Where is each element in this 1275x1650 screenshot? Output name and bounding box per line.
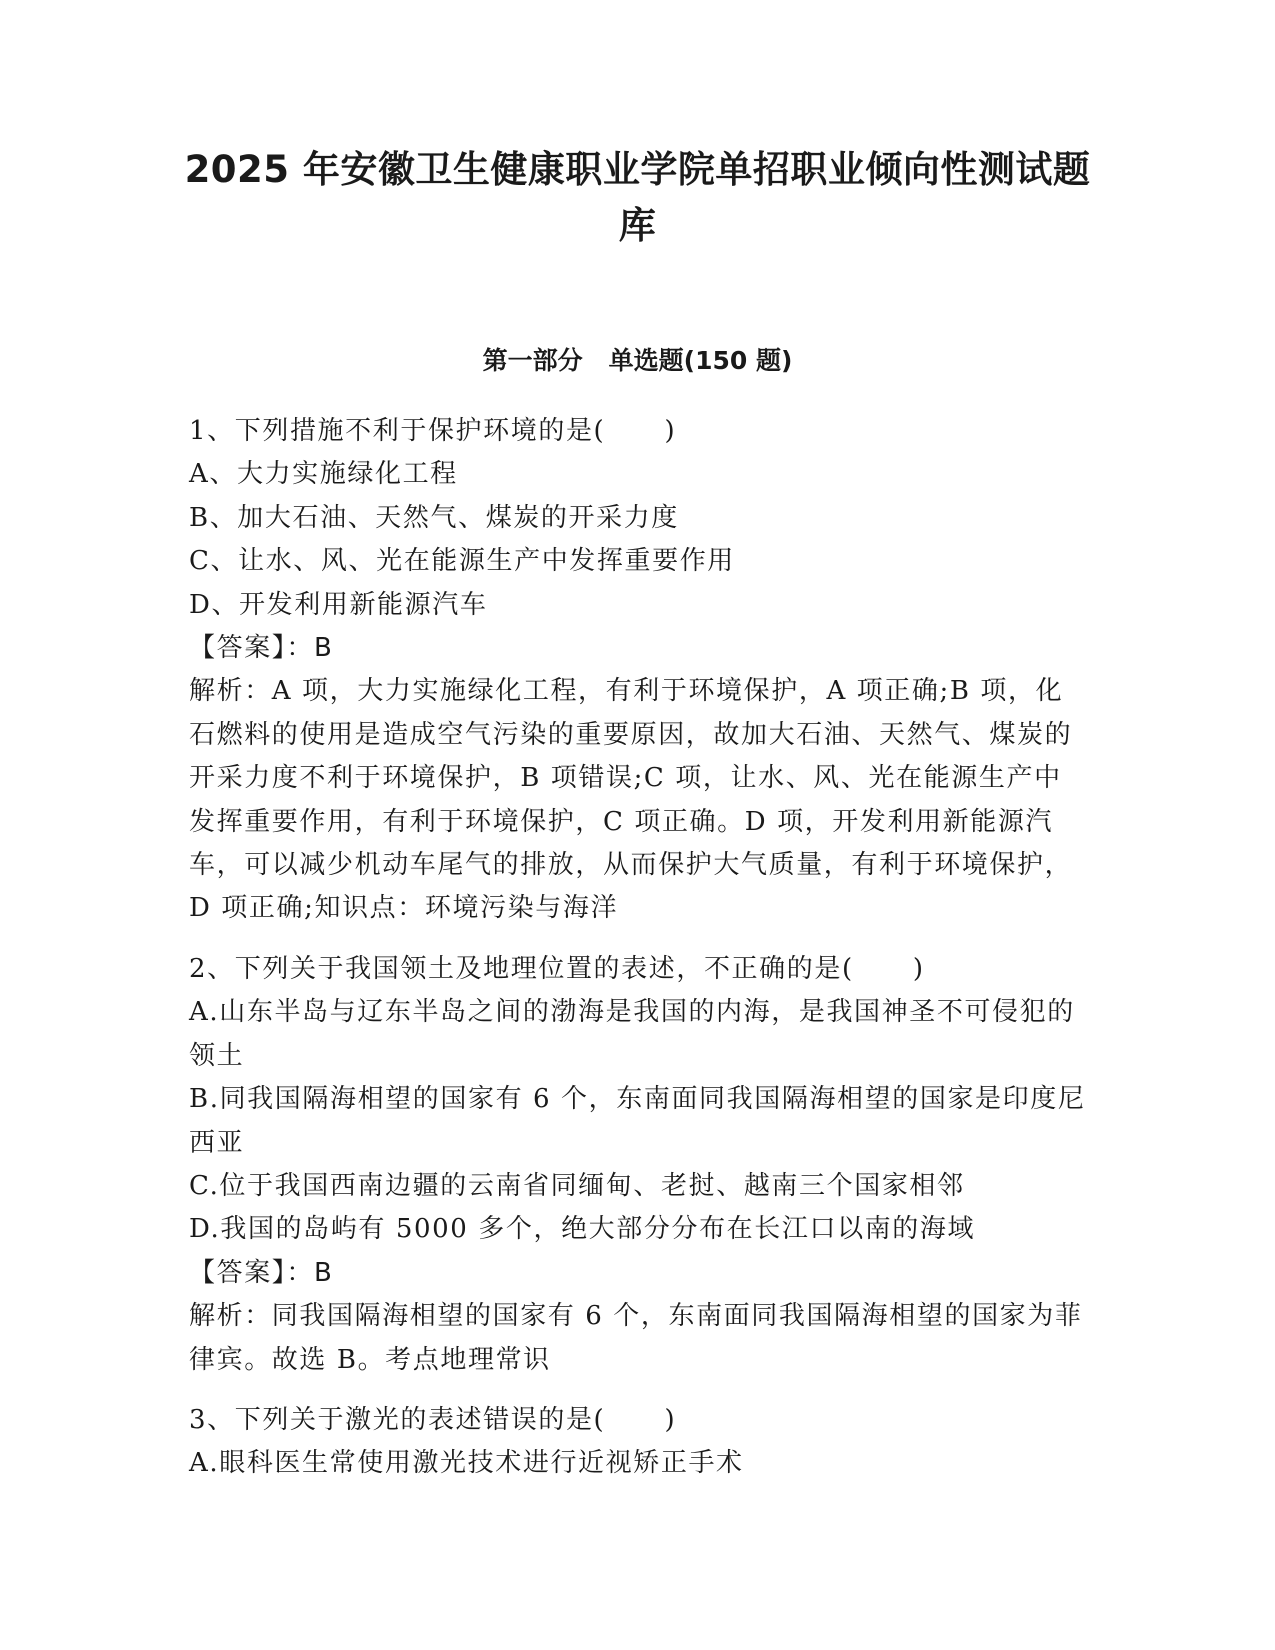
- option-a: A.山东半岛与辽东半岛之间的渤海是我国的内海，是我国神圣不可侵犯的领土: [189, 997, 1075, 1071]
- question-1: [189, 410, 1089, 931]
- option-d: D、开发利用新能源汽车: [189, 589, 488, 620]
- option-c: C、让水、风、光在能源生产中发挥重要作用: [189, 546, 735, 577]
- option-a: A、大力实施绿化工程: [189, 459, 458, 490]
- answer: 【答案】：B: [189, 633, 334, 664]
- document-title: [160, 142, 1115, 254]
- analysis: 解析：同我国隔海相望的国家有 6 个，东南面同我国隔海相望的国家为菲律宾。故选 B。考点地理常识: [189, 1301, 1083, 1375]
- analysis: 解析：A 项，大力实施绿化工程，有利于环境保护，A 项正确;B 项，化石燃料的使用是造成空气污染的重要原因，故加大石油、天然气、煤炭的开采力度不利于环境保护，B 项错误;C 项，让水、风、光在能源生产中发挥重要作用，有利于环境保护，C 项正确。D 项，开发利用新能源汽车，可以减少机动车尾气的排放，从而保护大气质量，有利于环境保护，D 项正确;知识点：环境污染与海洋: [189, 676, 1073, 924]
- option-a: A.眼科医生常使用激光技术进行近视矫正手术: [189, 1448, 744, 1479]
- question-stem: 3、下列关于激光的表述错误的是( ): [189, 1404, 677, 1435]
- question-3: [189, 1399, 1089, 1486]
- question-list: [189, 410, 1089, 1503]
- document-title-line-2: 库: [618, 204, 657, 247]
- option-d: D.我国的岛屿有 5000 多个，绝大部分分布在长江口以南的海域: [189, 1214, 976, 1245]
- question-2: [189, 948, 1089, 1382]
- document-title-line-1: 2025 年安徽卫生健康职业学院单招职业倾向性测试题: [184, 148, 1091, 191]
- answer: 【答案】：B: [189, 1257, 334, 1288]
- question-stem: 2、下列关于我国领土及地理位置的表述，不正确的是( ): [189, 953, 925, 984]
- question-stem: 1、下列措施不利于保护环境的是( ): [189, 416, 677, 446]
- option-c: C.位于我国西南边疆的云南省同缅甸、老挝、越南三个国家相邻: [189, 1170, 965, 1201]
- option-b: B.同我国隔海相望的国家有 6 个，东南面同我国隔海相望的国家是印度尼西亚: [189, 1084, 1086, 1158]
- option-b: B、加大石油、天然气、煤炭的开采力度: [189, 502, 679, 533]
- section-heading: 第一部分 单选题(150 题): [482, 346, 793, 375]
